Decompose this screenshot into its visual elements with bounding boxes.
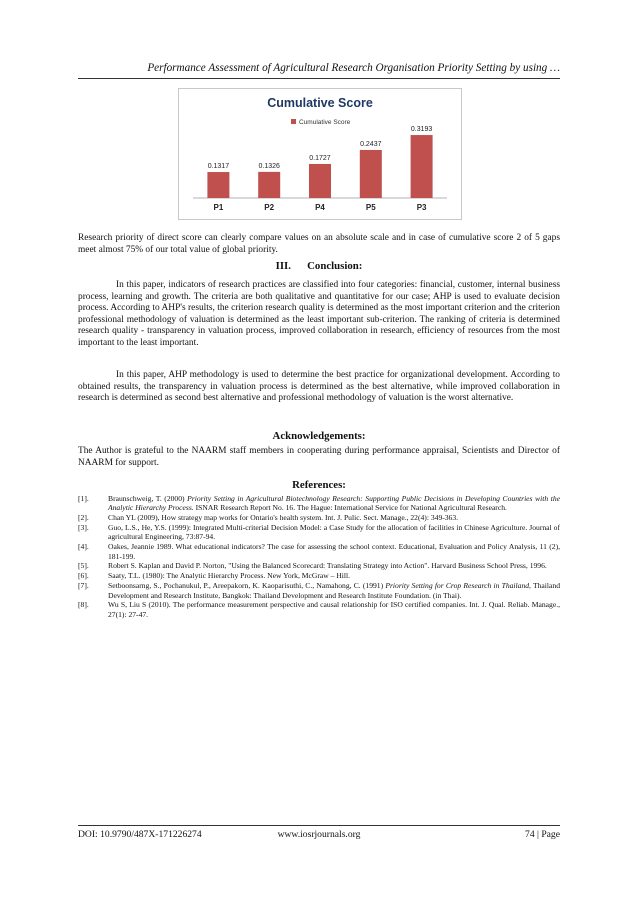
reference-number: [8]. — [78, 600, 89, 610]
reference-number: [3]. — [78, 523, 89, 533]
reference-number: [7]. — [78, 581, 89, 591]
reference-item — [78, 542, 560, 561]
bar-p4 — [309, 164, 331, 198]
x-tick-p4: P4 — [315, 203, 325, 212]
reference-text: Saaty, T.L. (1980): The Analytic Hierarchy Process. New York, McGraw – Hill. — [108, 571, 351, 581]
paragraph-conclusion-1: In this paper, indicators of research practices are classified into four categories: financial, customer, internal business process, learning and growth. The criteria are both qualitative and quantitative for our case; AHP is used to evaluate decision process. According to AHP's results, the criterion research quality is determined as the most important criterion and the criterion professional methodology of valuation is determined as the least important sub-criterion. The ranking of criteria is determined research quality - transparency in valuation process, improved collaboration in research, efficiency of resources from the most important to the least important. — [78, 280, 560, 348]
header-rule — [78, 78, 560, 79]
reference-item — [78, 523, 560, 542]
x-tick-p3: P3 — [416, 203, 427, 212]
conclusion-heading: III. Conclusion: — [275, 260, 363, 272]
footer-page-number: 74 | Page — [525, 829, 560, 840]
reference-number: [2]. — [78, 513, 89, 523]
reference-title-italic: Priority Setting for Crop Research in Thailand, — [385, 581, 531, 591]
cumulative-score-chart — [178, 88, 462, 220]
paragraph-conclusion-2: In this paper, AHP methodology is used to determine the best practice for organizational development. According to obtained results, the transparency in valuation process is determined as the best alternative, while improved collaboration in research is determined as second best alternative and professional methodology of valuation is the worst alternative. — [78, 370, 560, 404]
reference-item — [78, 561, 560, 570]
reference-text: Chan YL (2009), How strategy map works for Ontario's health system. Int. J. Pulic. Sect. Manage., 22(4): 349-363. — [108, 513, 459, 523]
footer-doi: DOI: 10.9790/487X-171226274 — [78, 829, 202, 840]
reference-text: Wu S, Liu S (2010). The performance measurement perspective and causal relationship for ISO certified companies. Int. J. Qual. Reliab. Manage., 27(1): 27-47. — [108, 600, 560, 619]
reference-item — [78, 600, 560, 619]
reference-text: Robert S. Kaplan and David P. Norton, "Using the Balanced Scorecard: Translating Strategy into Action". Harvard Business School Press, 1996. — [108, 561, 547, 571]
data-label-p4: 0.1727 — [309, 154, 331, 162]
footer-rule — [78, 825, 560, 826]
reference-item — [78, 571, 560, 580]
legend-label: Cumulative Score — [299, 119, 351, 126]
acknowledgements-heading: Acknowledgements: — [272, 430, 366, 442]
reference-item — [78, 513, 560, 522]
bar-p3 — [411, 135, 433, 198]
paragraph-cumulative-score: Research priority of direct score can clearly compare values on an absolute scale and in case of cumulative score 2 of 5 gaps meet almost 75% of our total value of global priority. — [78, 233, 560, 255]
reference-title-italic: Priority Setting in Agricultural Biotechnology Research: Supporting Public Decisions in Developing Countries with the Analytic Hierarchy Process. — [108, 494, 560, 513]
running-header: Performance Assessment of Agricultural Research Organisation Priority Setting by using … — [147, 62, 560, 74]
legend-swatch — [291, 119, 296, 124]
bar-p2 — [258, 172, 280, 198]
reference-text: Braunschweig, T. (2000) Priority Setting in Agricultural Biotechnology Research: Supporting Public Decisions in Developing Countries with the Analytic Hierarchy Process. ISNAR Research Report No. 16. The Hague: International Service for National Agricultural Research. — [108, 494, 560, 513]
x-tick-p5: P5 — [365, 203, 376, 212]
chart-title: Cumulative Score — [267, 96, 373, 110]
reference-text: Guo, L.S., He, Y.S. (1999): Integrated Multi-criterial Decision Model: a Case Study for the allocation of facilities in Chinese Agriculture. Journal of agricultural Engineering, 73:87-94. — [108, 523, 560, 542]
references-heading: References: — [292, 479, 346, 491]
chart-svg — [179, 89, 461, 219]
data-label-p1: 0.1317 — [207, 163, 230, 171]
reference-number: [4]. — [78, 542, 89, 552]
reference-text: Setboonsarng, S., Pochanukul, P., Areepakorn, K. Kaoparisuthi, C., Namahong, C. (1991) Priority Setting for Crop Research in Thailand, Thailand Development and Research Institute, Bangkok: Thailand Development and Research Institute Foundation. (in Thai). — [108, 581, 560, 600]
x-tick-p2: P2 — [264, 203, 275, 212]
reference-text: Oakes, Jeannie 1989. What educational indicators? The case for assessing the school context. Educational, Evaluation and Policy Analysis, 11 (2), 181-199. — [108, 542, 560, 561]
acknowledgements-text: The Author is grateful to the NAARM staff members in cooperating during performance appraisal, Scientists and Director of NAARM for support. — [78, 446, 560, 468]
footer-site: www.iosrjournals.org — [277, 829, 361, 840]
reference-number: [1]. — [78, 494, 89, 503]
reference-number: [5]. — [78, 561, 89, 571]
data-label-p5: 0.2437 — [360, 140, 382, 148]
reference-number: [6]. — [78, 571, 89, 581]
reference-item — [78, 494, 560, 513]
x-tick-p1: P1 — [213, 203, 224, 212]
reference-item — [78, 581, 560, 600]
references-list — [78, 494, 560, 620]
data-label-p3: 0.3193 — [410, 126, 433, 134]
bar-p1 — [207, 172, 229, 198]
data-label-p2: 0.1326 — [258, 162, 280, 170]
bar-p5 — [360, 150, 382, 198]
